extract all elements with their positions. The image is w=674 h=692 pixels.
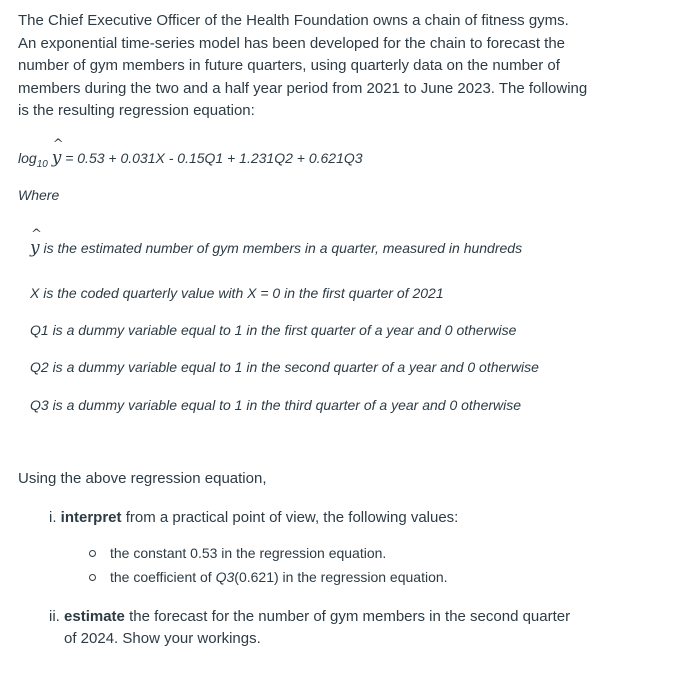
definition-q2: Q2 is a dummy variable equal to 1 in the second quarter of a year and 0 otherwise [30, 359, 539, 375]
y-hat-symbol: ^ y [30, 227, 42, 258]
part-i-text: from a practical point of view, the following values: [125, 509, 459, 526]
part-i-bullet-2: the coefficient of Q3(0.621) in the regression equation. [110, 569, 448, 585]
where-label: Where [18, 187, 60, 203]
part-ii-number: ii. [49, 608, 60, 625]
bullet-marker [89, 550, 96, 557]
equation-log-base: 10 [36, 159, 48, 170]
part-ii-line-2: of 2024. Show your workings. [64, 630, 261, 647]
intro-paragraph: The Chief Executive Officer of the Health Foundation owns a chain of fitness gyms. An exponential time-series model has been developed for the chain to forecast the number of gym members in future quarters, using quarterly data on the number of members during the two and a half year period from 2021 to June 2023. The following is the resulting regression equation: [18, 12, 588, 119]
definition-x: X is the coded quarterly value with X = 0 in the first quarter of 2021 [30, 285, 444, 301]
using-statement: Using the above regression equation, [18, 470, 267, 487]
regression-equation [18, 137, 363, 170]
definition-yhat: ^ y is the estimated number of gym members in a quarter, measured in hundreds [30, 227, 523, 258]
part-i-verb: interpret [60, 509, 122, 526]
part-i-bullet-1: the constant 0.53 in the regression equation. [110, 545, 387, 561]
y-hat-symbol: ^ y [51, 137, 64, 168]
q3-variable: Q3 [215, 569, 235, 585]
part-ii-verb: estimate [64, 608, 125, 625]
hat-accent: ^ [52, 137, 64, 152]
part-ii [49, 606, 570, 650]
part-i-number: i. [49, 509, 57, 526]
definition-q1: Q1 is a dummy variable equal to 1 in the first quarter of a year and 0 otherwise [30, 322, 517, 338]
bullet-marker [89, 574, 96, 581]
definition-q3: Q3 is a dummy variable equal to 1 in the third quarter of a year and 0 otherwise [30, 397, 522, 413]
part-ii-text: the forecast for the number of gym members in the second quarter [129, 608, 571, 625]
equation-rhs: = 0.53 + 0.031X - 0.15Q1 + 1.231Q2 + 0.621Q3 [65, 150, 363, 166]
equation-log: log [18, 150, 37, 166]
part-i [49, 509, 458, 526]
